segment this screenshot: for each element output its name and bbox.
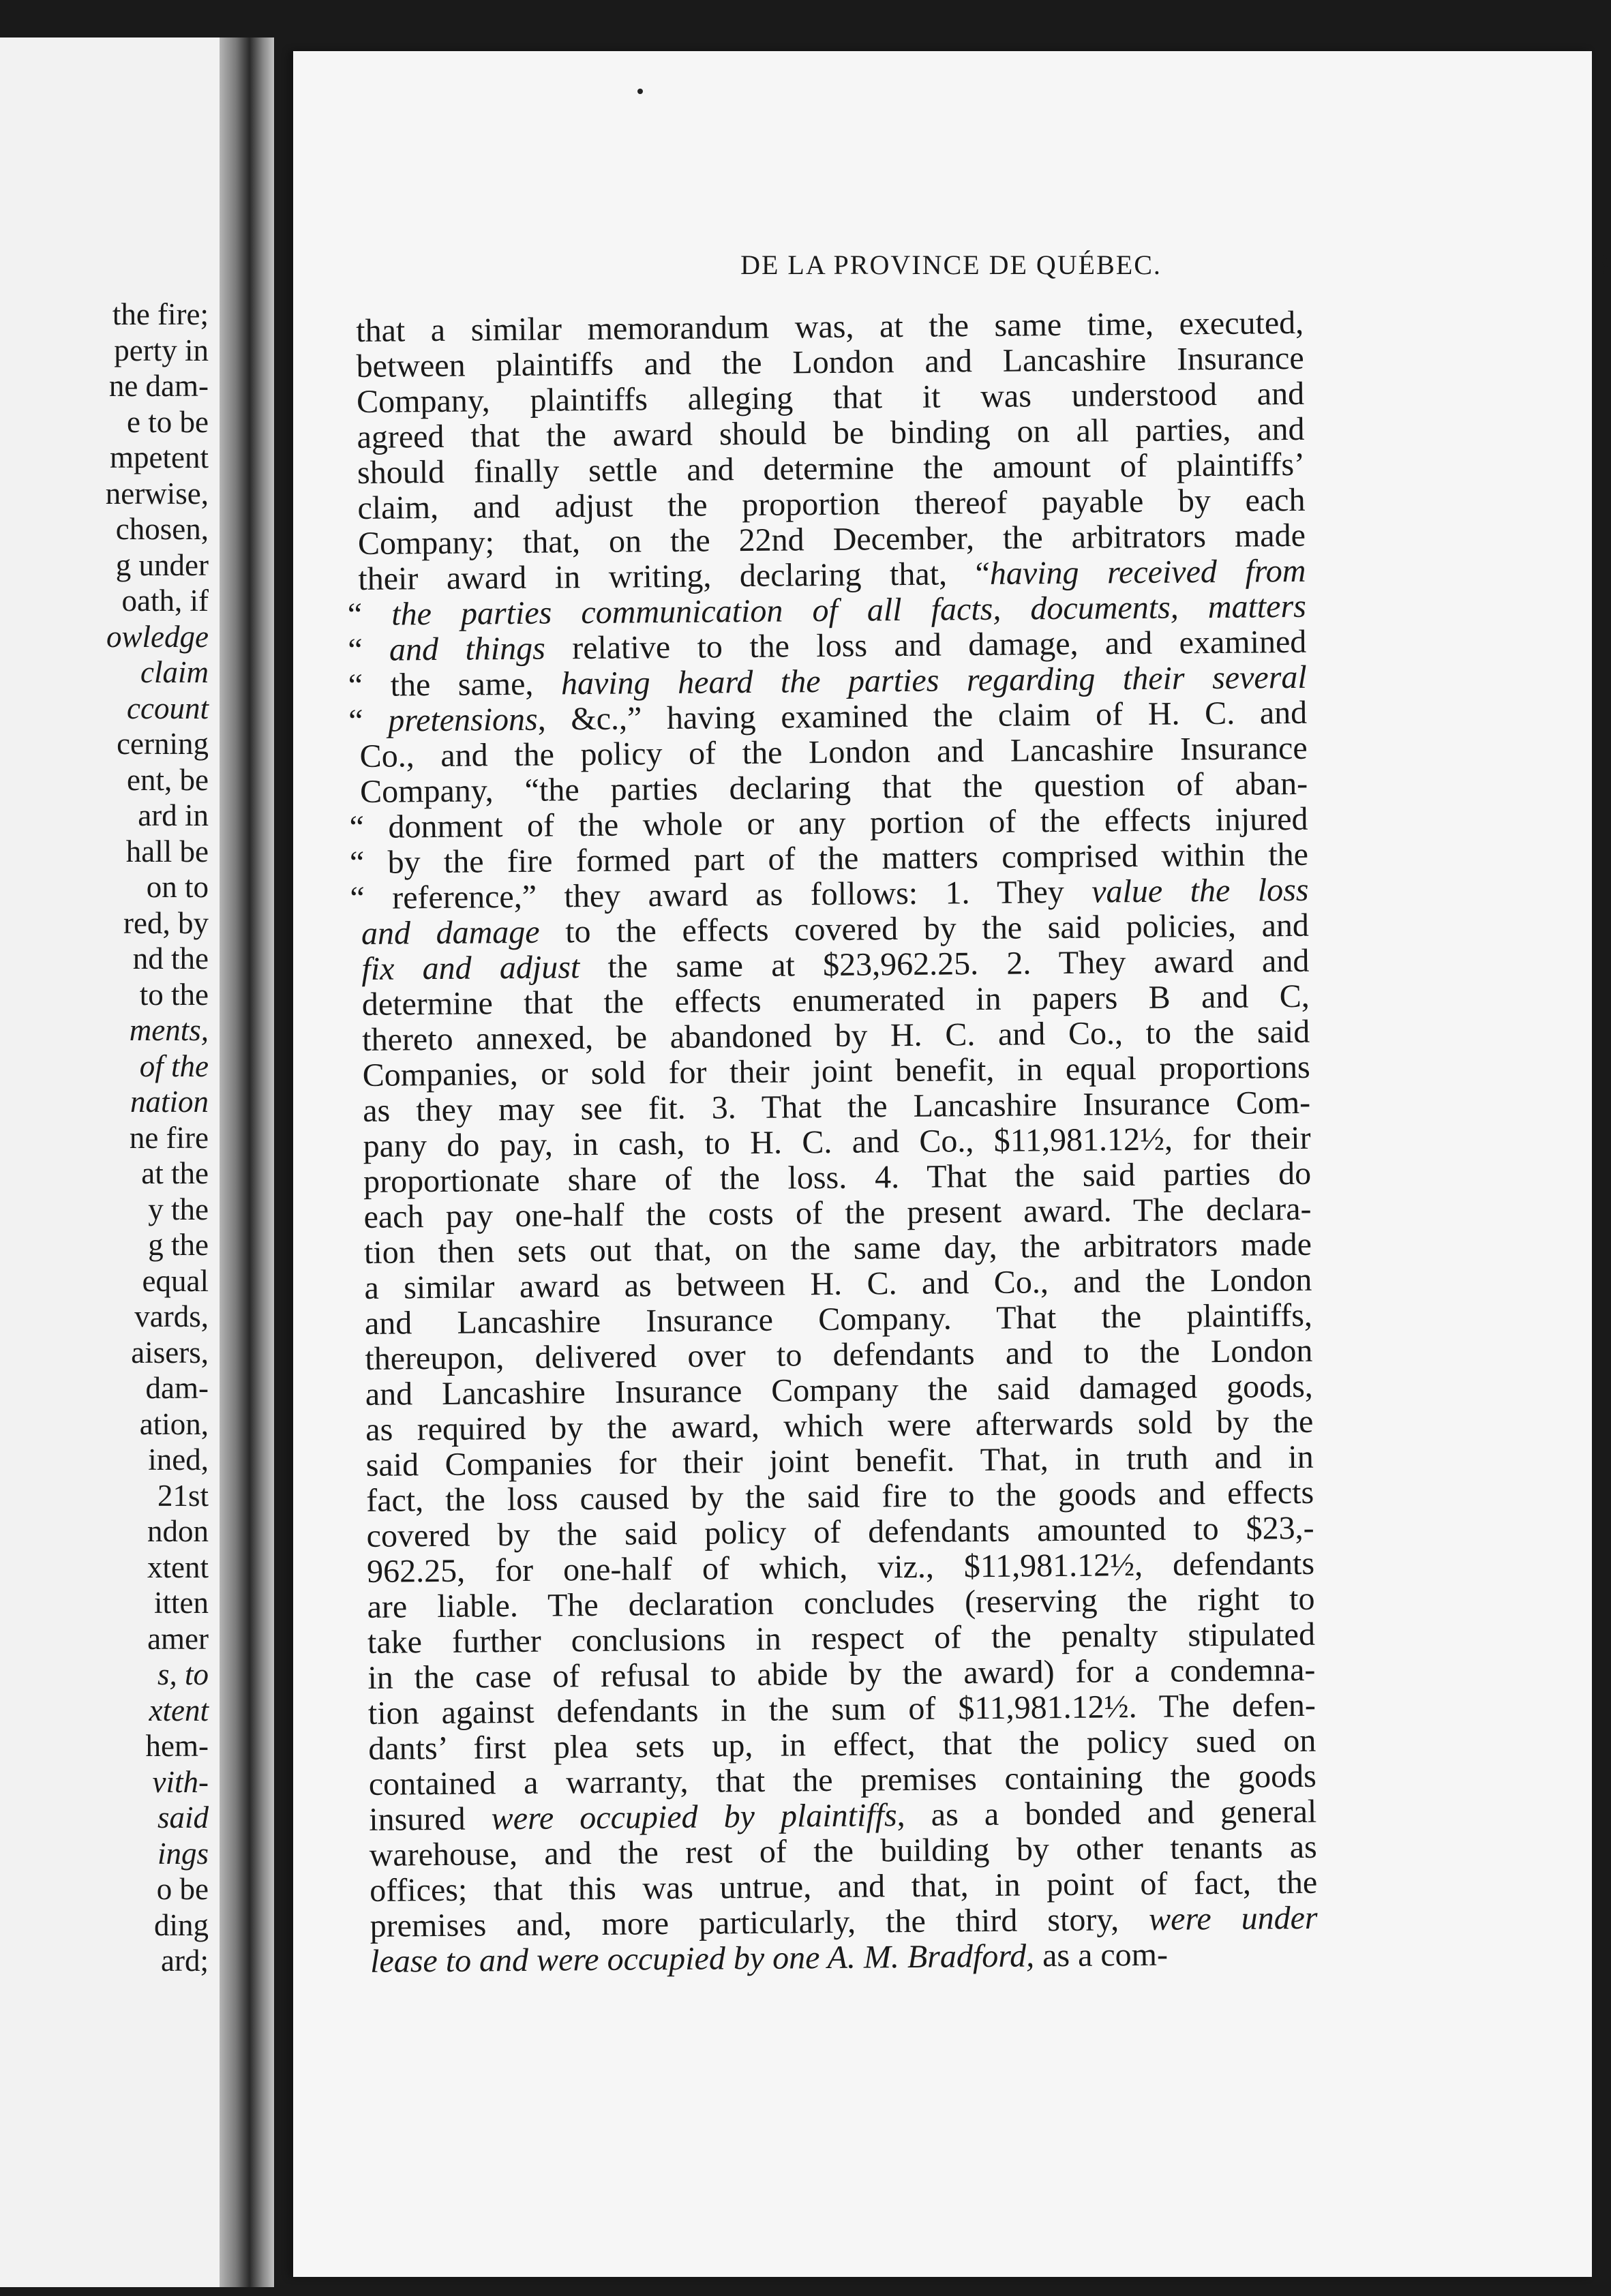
text-span: 962.25, for one-half of which, viz., $11,981.12½, defendants <box>366 1545 1315 1590</box>
text-span: relative to the loss and damage, and examined <box>545 623 1307 667</box>
text-line <box>370 1936 1318 1980</box>
italic-text: were occupied by plaintiffs <box>491 1797 897 1837</box>
text-span: covered by the said policy of defendants amounted to $23,- <box>366 1509 1314 1554</box>
text-span: Co., and the policy of the London and Lancashire Insurance <box>359 729 1308 774</box>
italic-text: having heard the parties regarding their several <box>560 659 1307 702</box>
facing-page-line: perty in <box>114 333 209 367</box>
text-span: “ <box>347 596 392 633</box>
text-span: are liable. The declaration concludes (reserving the right to <box>367 1580 1315 1625</box>
facing-page-line: aisers, <box>131 1335 209 1370</box>
facing-page-line: nerwise, <box>105 476 209 511</box>
facing-page-line: on to <box>146 870 209 904</box>
text-span: proportionate share of the loss. 4. That the said parties do <box>363 1155 1312 1200</box>
facing-page-line: ne dam- <box>108 369 209 403</box>
italic-text: pretensions <box>387 701 538 739</box>
text-span: Company; that, on the 22nd December, the arbitrators made <box>357 517 1306 562</box>
italic-text: the parties communication of all facts, documents, matters <box>391 588 1307 633</box>
text-span: each pay one-half the costs of the present award. The declara- <box>363 1190 1312 1235</box>
facing-page-line: vith- <box>152 1764 209 1799</box>
text-span: “ reference,” they award as follows: 1. They <box>350 873 1092 917</box>
italic-text: fix and adjust <box>361 949 580 987</box>
text-span: “ <box>348 631 390 669</box>
facing-page-line: ments, <box>129 1013 209 1047</box>
facing-page-line: oath, if <box>121 584 209 618</box>
italic-text: and damage <box>361 913 540 952</box>
text-span: as a com- <box>1034 1936 1169 1974</box>
facing-page-line: g under <box>115 547 209 582</box>
facing-page-line: e to be <box>127 404 209 439</box>
text-span: thereupon, delivered over to defendants and to the London <box>365 1332 1313 1377</box>
text-span: and Lancashire Insurance Company. That the plaintiffs, <box>364 1297 1313 1342</box>
text-span: should finally settle and determine the amount of plaintiffs’ <box>357 446 1306 491</box>
facing-page-line: ings <box>157 1836 209 1871</box>
text-span: take further conclusions in respect of the penalty stipulated <box>367 1616 1316 1661</box>
text-span: contained a warranty, that the premises containing the goods <box>368 1757 1317 1802</box>
page-header <box>610 245 1609 290</box>
text-span: that a similar memorandum was, at the same time, executed, <box>355 304 1304 349</box>
body-text <box>347 303 1611 1980</box>
italic-text: having received from <box>989 552 1306 592</box>
text-span: Company, plaintiffs alleging that it was understood and <box>356 375 1305 420</box>
facing-page-line: dam- <box>145 1371 209 1405</box>
facing-page-text <box>0 297 209 1979</box>
text-span: their award in writing, declaring that, “ <box>358 555 991 597</box>
facing-page-line: ation, <box>139 1406 209 1441</box>
text-span: tion against defendants in the sum of $11,981.12½. The defen- <box>367 1687 1316 1732</box>
text-span: as they may see fit. 3. That the Lancashire Insurance Com- <box>362 1084 1311 1129</box>
text-span: determine that the effects enumerated in papers B and C, <box>361 978 1310 1023</box>
text-span: to the effects covered by the said policies, and <box>539 907 1310 950</box>
italic-text: were under <box>1148 1899 1318 1937</box>
text-span: said Companies for their joint benefit. That, in truth and in <box>365 1438 1314 1483</box>
text-span: warehouse, and the rest of the building by other tenants as <box>369 1828 1317 1873</box>
italic-text: lease to and were occupied by one A. M. Bradford, <box>370 1937 1035 1980</box>
facing-page-line: claim <box>140 655 209 689</box>
text-span: a similar award as between H. C. and Co., and the London <box>364 1261 1312 1306</box>
text-span: Companies, or sold for their joint benefit, in equal proportions <box>362 1048 1310 1093</box>
text-span: Company, “the parties declaring that the question of aban- <box>359 765 1308 810</box>
text-span: thereto annexed, be abandoned by H. C. and Co., to the said <box>362 1013 1310 1058</box>
facing-page-line: itten <box>154 1586 209 1620</box>
facing-page-line: hall be <box>125 834 209 868</box>
facing-page-line: xtent <box>147 1550 209 1584</box>
ink-speck <box>637 89 643 94</box>
facing-page <box>0 37 220 2287</box>
running-head: DE LA PROVINCE DE QUÉBEC. <box>740 250 1162 280</box>
facing-page-line: nation <box>130 1085 209 1119</box>
facing-page-line: 21st <box>157 1478 209 1513</box>
text-span: insured <box>369 1800 492 1838</box>
facing-page-line: ccount <box>127 691 209 725</box>
text-span: tion then sets out that, on the same day, the arbitrators made <box>363 1226 1312 1271</box>
facing-page-line: at the <box>141 1156 209 1190</box>
facing-page-line: s, to <box>157 1657 209 1691</box>
facing-page-line: ne fire <box>129 1120 209 1155</box>
text-span: as required by the award, which were afterwards sold by the <box>365 1403 1314 1448</box>
text-span: between plaintiffs and the London and Lancashire Insurance <box>356 339 1304 384</box>
facing-page-line: o be <box>156 1872 209 1906</box>
facing-page-line: amer <box>147 1621 209 1656</box>
facing-page-line: to the <box>139 977 209 1012</box>
text-span: in the case of refusal to abide by the award) for a condemna- <box>367 1651 1316 1696</box>
facing-page-line: of the <box>139 1048 209 1083</box>
facing-page-line: ined, <box>148 1442 209 1477</box>
facing-page-line: ndon <box>147 1514 209 1548</box>
facing-page-line: ard in <box>138 798 209 832</box>
facing-page-line: said <box>157 1800 209 1834</box>
italic-text: and things <box>389 630 546 668</box>
page <box>293 51 1609 2277</box>
text-span: “ <box>348 702 389 740</box>
text-span: “ by the fire formed part of the matters comprised within the <box>349 836 1309 881</box>
facing-page-line: red, by <box>123 905 209 940</box>
text-span: “ the same, <box>348 665 562 704</box>
text-span: agreed that the award should be binding on all parties, and <box>357 410 1305 455</box>
book-gutter <box>220 37 274 2287</box>
facing-page-line: xtent <box>149 1693 209 1727</box>
text-span: , &c.,” having examined the claim of H. C. and <box>537 694 1308 738</box>
text-span: the same at $23,962.25. 2. They award and <box>579 942 1310 986</box>
facing-page-line: ent, be <box>127 762 209 797</box>
text-span: offices; that this was untrue, and that, in point of fact, the <box>369 1864 1318 1909</box>
facing-page-line: nd the <box>132 941 209 976</box>
text-span: “ donment of the whole or any portion of the effects injured <box>349 800 1308 846</box>
facing-page-line: y the <box>148 1192 209 1226</box>
text-span: , as a bonded and general <box>897 1793 1317 1834</box>
facing-page-line: ard; <box>161 1944 209 1978</box>
facing-page-line: equal <box>142 1263 209 1298</box>
italic-text: value the loss <box>1091 871 1309 910</box>
facing-page-line: mpetent <box>110 440 209 474</box>
text-span: pany do pay, in cash, to H. C. and Co., $11,981.12½, for their <box>363 1119 1311 1164</box>
text-span: premises and, more particularly, the third story, <box>370 1901 1149 1944</box>
text-span: fact, the loss caused by the said fire to the goods and effects <box>365 1474 1314 1519</box>
facing-page-line: hem- <box>145 1729 209 1763</box>
facing-page-line: the fire; <box>112 297 209 331</box>
facing-page-line: g the <box>148 1228 209 1262</box>
text-span: claim, and adjust the proportion thereof payable by each <box>357 481 1306 526</box>
text-span: and Lancashire Insurance Company the said damaged goods, <box>365 1368 1314 1413</box>
text-span: dants’ first plea sets up, in effect, that the policy sued on <box>368 1722 1316 1767</box>
facing-page-line: chosen, <box>115 512 209 546</box>
facing-page-line: vards, <box>134 1299 209 1333</box>
facing-page-line: ding <box>153 1907 209 1942</box>
page-number: 3 <box>1593 245 1609 282</box>
facing-page-line: cerning <box>117 727 209 761</box>
facing-page-line: owledge <box>106 619 209 654</box>
